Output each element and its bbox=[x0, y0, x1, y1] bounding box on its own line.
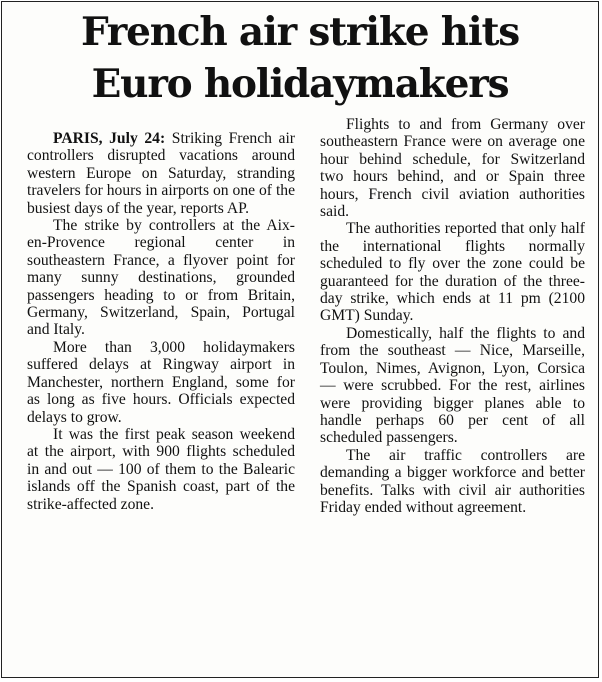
article-column-right bbox=[320, 116, 585, 516]
paragraph: Flights to and from Germany over southeastern France were on average one hour behind schedule, for Switzerland two hours behind, and or Spain three hours, French civil aviation authorities said. bbox=[320, 116, 585, 221]
headline-line-2: Euro holidaymakers bbox=[91, 61, 509, 107]
paragraph: Domestically, half the flights to and from the southeast — Nice, Marseille, Toulon, Nimes, Avignon, Lyon, Corsica — were scrubbed. For the rest, airlines were providing bigger planes able to handle perhaps 60 per cent of all scheduled passengers. bbox=[320, 324, 585, 447]
paragraph: The authorities reported that only half the international flights normally scheduled to fly over the zone could be guaranteed for the duration of the three-day strike, which ends at 11 pm (2100 GMT) Sunday. bbox=[320, 220, 585, 325]
headline-line-1: French air strike hits bbox=[80, 9, 520, 55]
paragraph: The strike by controllers at the Aix-en-Provence regional center in southeastern France, a flyover point for many sunny destinations, grounded passengers heading to or from Britain, Germany, Switzerland, Spain, Portugal and Italy. bbox=[27, 217, 295, 339]
paragraph: More than 3,000 holidaymakers suffered delays at Ringway airport in Manchester, northern England, some for as long as five hours. Officials expected delays to grow. bbox=[27, 338, 295, 426]
dateline: PARIS, July 24: bbox=[53, 130, 166, 147]
article-column-left bbox=[27, 130, 295, 513]
newspaper-clipping bbox=[1, 1, 599, 678]
headline bbox=[2, 6, 598, 110]
paragraph-text: Striking French air controllers disrupted vacations around western Europe on Saturday, stranding travelers for hours in airports on one of the busiest days of the year, reports AP. bbox=[27, 130, 295, 217]
paragraph bbox=[27, 130, 295, 217]
paragraph: The air traffic controllers are demanding a bigger workforce and better benefits. Talks with civil air authorities Friday ended without agreement. bbox=[320, 446, 585, 516]
paragraph: It was the first peak season weekend at the airport, with 900 flights scheduled in and out — 100 of them to the Balearic islands off the Spanish coast, part of the strike-affected zone. bbox=[27, 425, 295, 513]
